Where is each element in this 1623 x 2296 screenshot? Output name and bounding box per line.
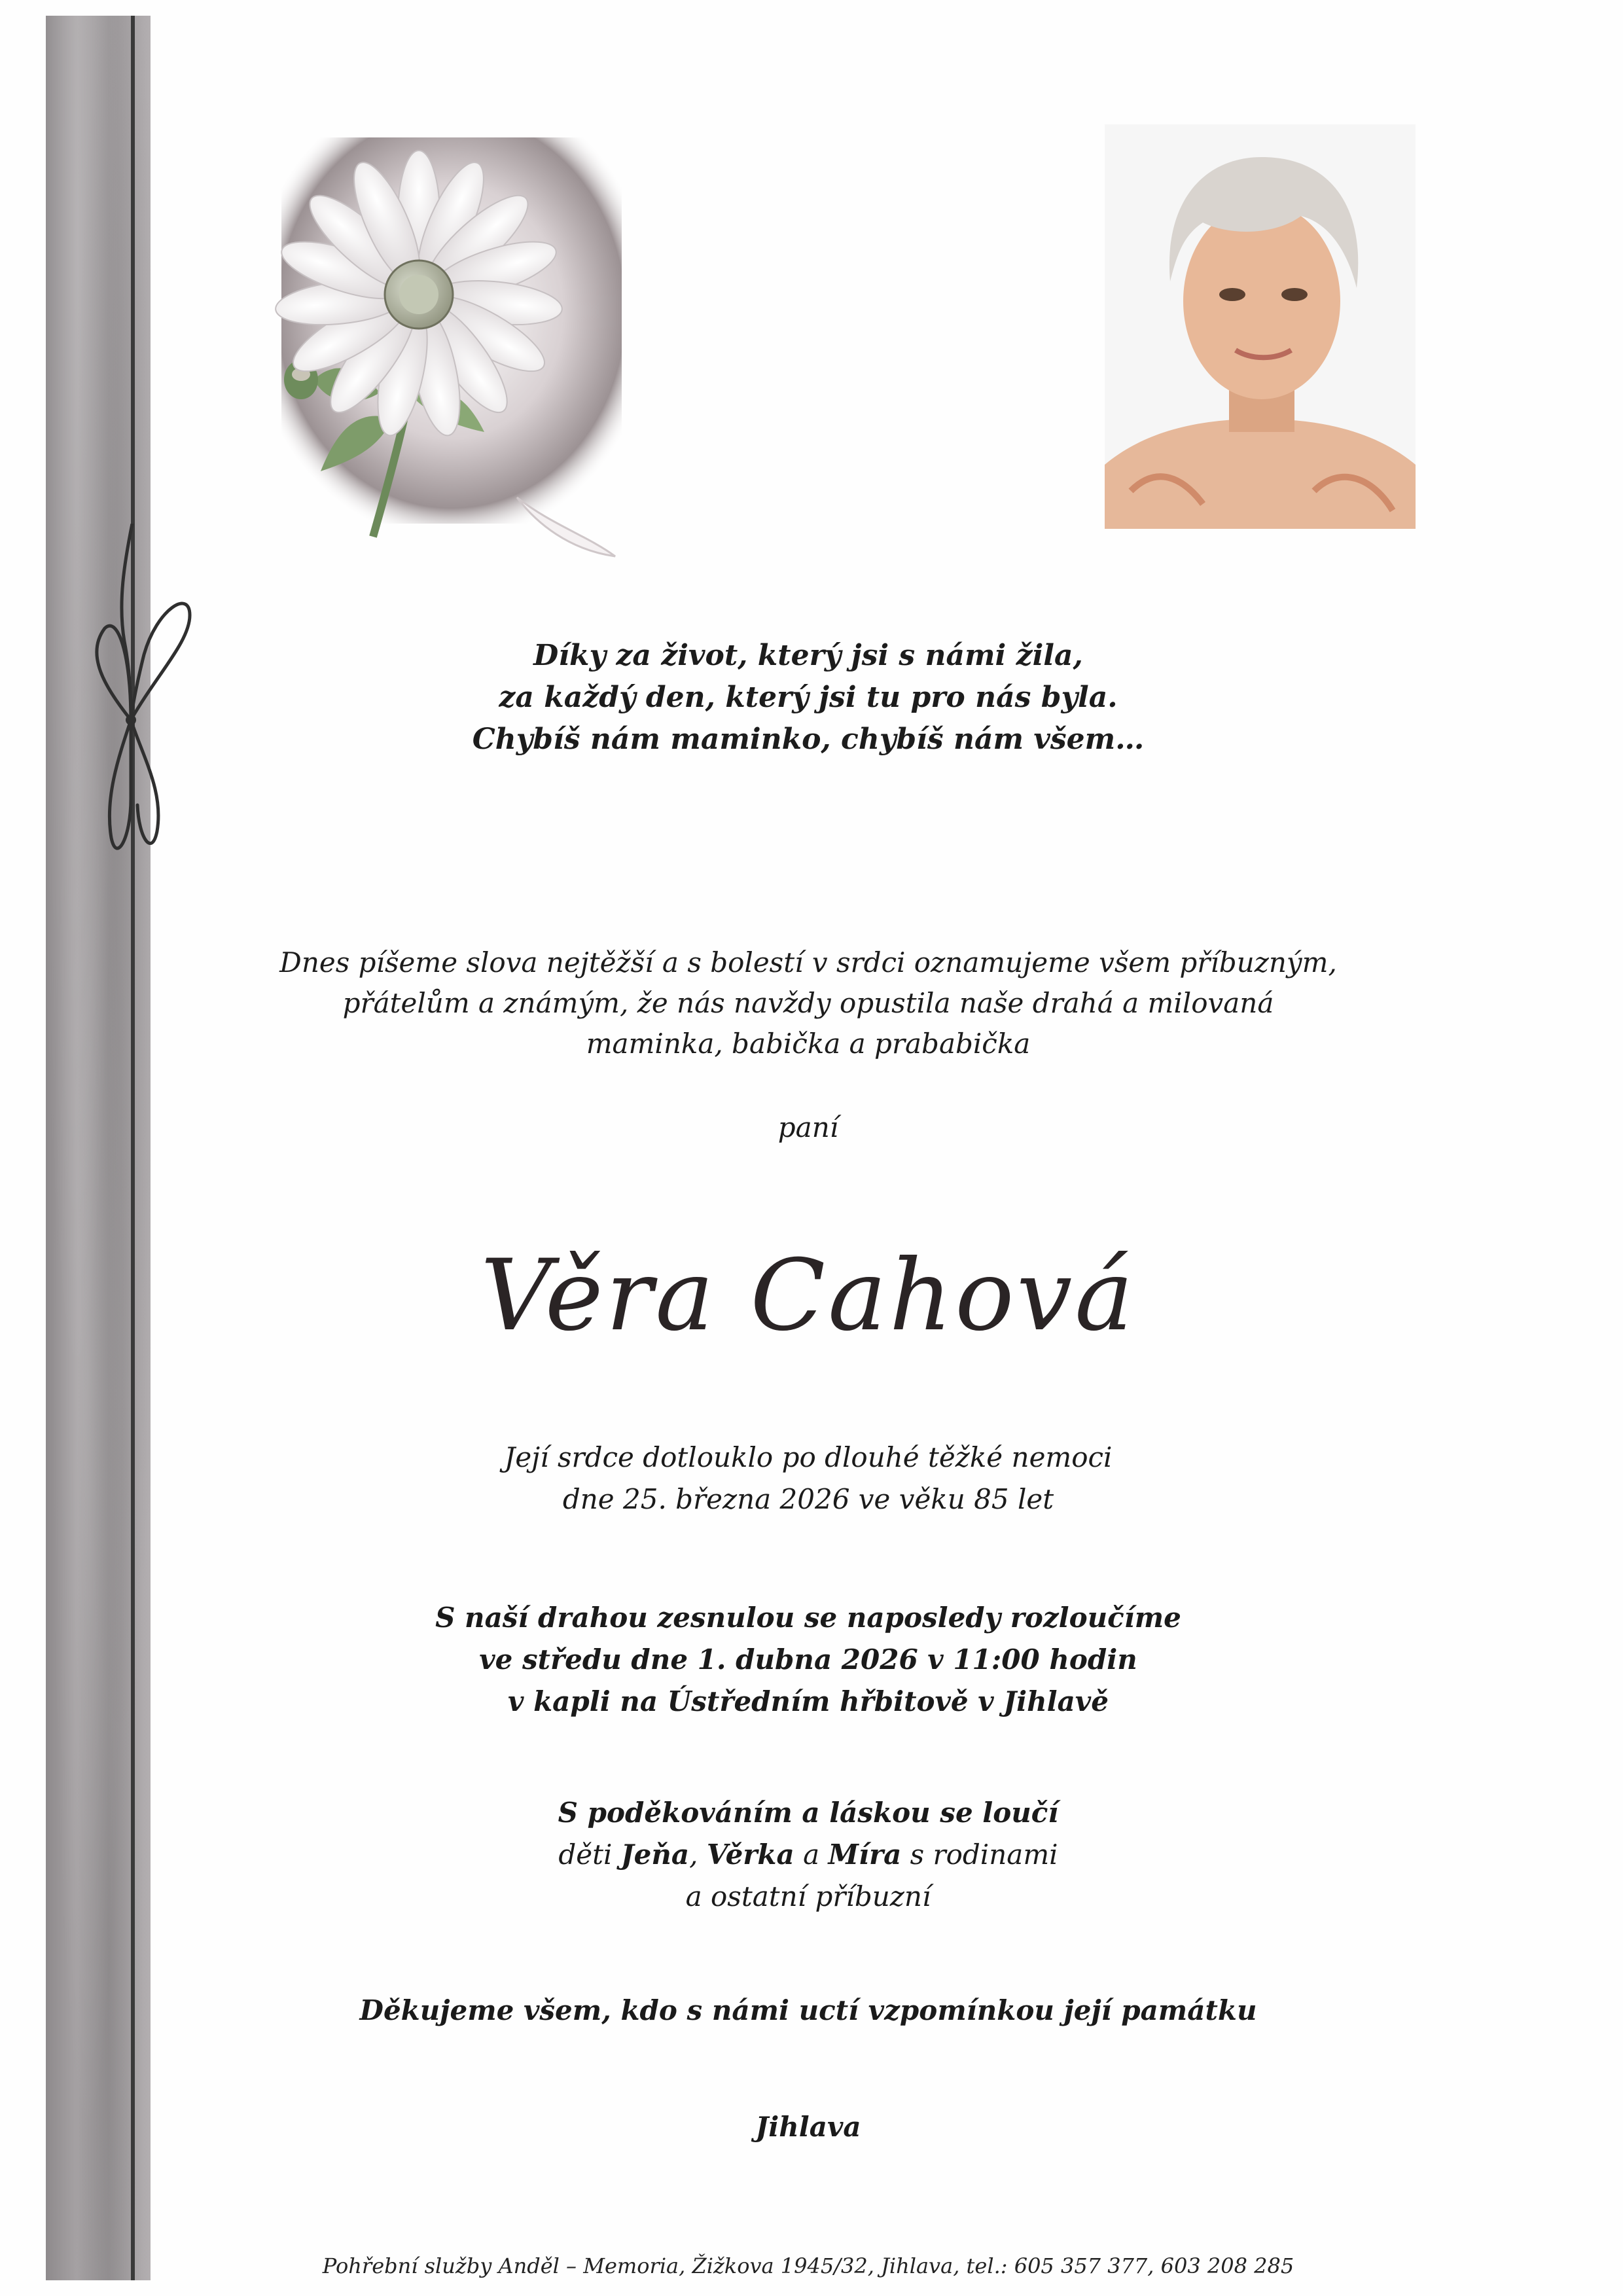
left-decorative-band bbox=[46, 16, 151, 2280]
funeral-line-3: v kapli na Ústředním hřbitově v Jihlavě bbox=[508, 1685, 1109, 1717]
family-line-2: děti Jeňa, Věrka a Míra s rodinami bbox=[558, 1839, 1058, 1871]
funeral-line-1: S naší drahou zesnulou se naposledy rozloučíme bbox=[435, 1602, 1181, 1634]
family-line-1: S poděkováním a láskou se loučí bbox=[558, 1797, 1059, 1829]
thanks-line: Děkujeme všem, kdo s námi uctí vzpomínkou její památku bbox=[359, 1994, 1257, 2026]
band-divider-line bbox=[131, 16, 135, 2280]
motto-verse bbox=[151, 635, 1466, 761]
child-name-1: Jeňa bbox=[620, 1839, 690, 1871]
deceased-name: Věra Cahová bbox=[480, 1239, 1136, 1353]
place-name: Jihlava bbox=[755, 2111, 861, 2143]
announcement-line-3: maminka, babička a prababička bbox=[586, 1028, 1031, 1060]
death-info bbox=[151, 1437, 1466, 1520]
announcement-text bbox=[151, 942, 1466, 1064]
announcement-line-1: Dnes píšeme slova nejtěžší a s bolestí v srdci oznamujeme všem příbuzným, bbox=[279, 946, 1337, 978]
daisy-flower-illustration bbox=[262, 131, 641, 583]
motto-line-2: za každý den, který jsi tu pro nás byla. bbox=[499, 681, 1118, 714]
family-farewell bbox=[151, 1792, 1466, 1918]
family-line-3: a ostatní příbuzní bbox=[685, 1880, 931, 1912]
death-info-line-1: Její srdce dotlouklo po dlouhé těžké nemoci bbox=[504, 1441, 1113, 1473]
child-name-3: Míra bbox=[828, 1839, 902, 1871]
child-name-2: Věrka bbox=[706, 1839, 794, 1871]
portrait-photo bbox=[1105, 124, 1416, 529]
funeral-service-footer: Pohřební služby Anděl – Memoria, Žižkova 1945/32, Jihlava, tel.: 605 357 377, 603 208 285 bbox=[322, 2253, 1294, 2278]
death-info-line-2: dne 25. března 2026 ve věku 85 let bbox=[562, 1483, 1054, 1515]
funeral-details bbox=[151, 1597, 1466, 1723]
announcement-line-2: přátelům a známým, že nás navždy opustila naše drahá a milovaná bbox=[342, 987, 1274, 1019]
honorific: paní bbox=[777, 1111, 839, 1143]
motto-line-1: Díky za život, který jsi s námi žila, bbox=[533, 639, 1083, 672]
motto-line-3: Chybíš nám maminko, chybíš nám všem… bbox=[472, 723, 1145, 756]
funeral-line-2: ve středu dne 1. dubna 2026 v 11:00 hodin bbox=[479, 1643, 1137, 1676]
